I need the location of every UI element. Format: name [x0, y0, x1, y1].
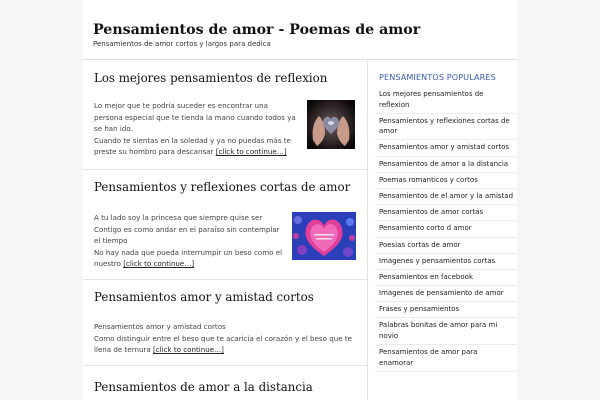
sidebar-item[interactable]: Los mejores pensamientos de reflexion [375, 87, 517, 114]
excerpt-line: se han ido. [94, 124, 133, 133]
post-excerpt [94, 100, 296, 158]
excerpt-line: Como distinguir entre el beso que te acaricia el corazón y el beso que te [94, 333, 352, 343]
post-title[interactable]: Pensamientos y reflexiones cortas de amor [94, 180, 351, 194]
post-excerpt [94, 321, 352, 356]
sidebar-item[interactable]: Imagenes y pensamientos cortas [375, 254, 517, 270]
site-description: Pensamientos de amor cortos y largos para dedica [93, 40, 271, 48]
sidebar [375, 61, 517, 400]
sidebar-item[interactable]: Pensamientos de el amor y la amistad [375, 189, 517, 205]
sidebar-item[interactable]: Palabras bonitas de amor para mi novio [375, 318, 517, 345]
excerpt-line: Pensamientos amor y amistad cortos [94, 322, 226, 331]
excerpt-line: No hay nada que pueda interrumpir un beso como el [94, 247, 283, 257]
excerpt-line: llena de ternura [click to continue…] [94, 345, 224, 354]
sidebar-item[interactable]: Pensamientos y reflexiones cortas de amor [375, 114, 517, 141]
continue-link[interactable]: [click to continue…] [215, 147, 287, 156]
sidebar-item[interactable]: Pensamientos amor y amistad cortos [375, 140, 517, 156]
excerpt-line: A tu lado soy la princesa que siempre quise ser [94, 213, 263, 222]
site-title[interactable]: Pensamientos de amor - Poemas de amor [93, 22, 421, 38]
sidebar-item[interactable]: Frases y pensamientos [375, 302, 517, 318]
excerpt-line: nuestro [click to continue…] [94, 259, 195, 268]
excerpt-line: Contigo es como andar en el paraíso sin contemplar [94, 224, 280, 234]
sidebar-item[interactable]: Pensamiento corto d amor [375, 221, 517, 237]
post-1 [83, 61, 367, 170]
sidebar-item[interactable]: Pensamientos en facebook [375, 270, 517, 286]
hands-with-heart-image [307, 100, 355, 149]
sidebar-item[interactable]: Imagenes de pensamiento de amor [375, 286, 517, 302]
page-container [83, 0, 517, 400]
sidebar-item[interactable]: Pensamientos de amor cortas [375, 205, 517, 221]
pink-heart-card-image [292, 212, 356, 260]
excerpt-line: Cuando te sientas en la soledad y ya no puedas más te [94, 135, 291, 145]
post-3 [83, 280, 367, 366]
post-title[interactable]: Los mejores pensamientos de reflexion [94, 71, 328, 85]
main-content [83, 61, 367, 400]
sidebar-heading: PENSAMIENTOS POPULARES [379, 72, 496, 82]
excerpt-line: persona especial que te tienda la mano cuando todos ya [94, 112, 296, 122]
sidebar-item[interactable]: Pensamientos de amor para enamorar [375, 345, 517, 372]
post-excerpt [94, 212, 282, 270]
column-divider [367, 61, 368, 400]
continue-link[interactable]: [click to continue…] [123, 259, 195, 268]
popular-list [375, 87, 517, 372]
post-2 [83, 170, 367, 280]
sidebar-item[interactable]: Pensamientos de amor a la distancia [375, 157, 517, 173]
post-title[interactable]: Pensamientos de amor a la distancia [94, 380, 313, 394]
sidebar-item[interactable]: Poemas romanticos y cortos [375, 173, 517, 189]
post-title[interactable]: Pensamientos amor y amistad cortos [94, 290, 314, 304]
excerpt-line: el tiempo [94, 236, 128, 245]
post-4 [83, 366, 367, 400]
site-header [83, 0, 517, 60]
excerpt-line: Lo mejor que te podría suceder es encontrar una [94, 101, 268, 110]
excerpt-line: preste su hombro para descansar [click to continue…] [94, 147, 287, 156]
continue-link[interactable]: [click to continue…] [152, 345, 224, 354]
sidebar-item[interactable]: Poesias cortas de amor [375, 238, 517, 254]
